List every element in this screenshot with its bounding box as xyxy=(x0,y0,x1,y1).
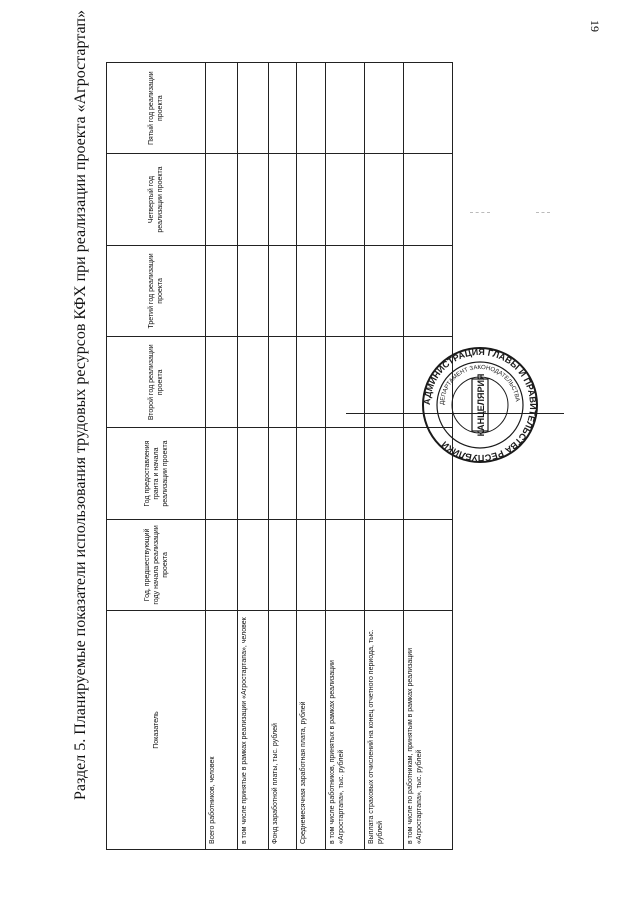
table-row xyxy=(365,63,404,850)
header-prev-year: Год, предшествующий году начала реализации проекта xyxy=(107,519,206,610)
empty-cell xyxy=(238,428,269,519)
empty-cell xyxy=(238,245,269,336)
empty-cell xyxy=(404,63,453,154)
scan-speck xyxy=(536,212,550,213)
section-title: Раздел 5. Планируемые показатели использования трудовых ресурсов КФХ при реализации проекта «Агростартап» xyxy=(72,10,89,800)
empty-cell xyxy=(269,245,297,336)
empty-cell xyxy=(269,519,297,610)
header-year-3: Третий год реализации проекта xyxy=(107,245,206,336)
empty-cell xyxy=(365,154,404,245)
empty-cell xyxy=(365,428,404,519)
empty-cell xyxy=(269,154,297,245)
page-number: 19 xyxy=(588,20,602,32)
empty-cell xyxy=(238,519,269,610)
empty-cell xyxy=(206,428,238,519)
row-indicator: Всего работников, человек xyxy=(206,611,238,850)
empty-cell xyxy=(326,428,365,519)
empty-cell xyxy=(269,63,297,154)
header-grant-year: Год предоставления гранта и начала реализации проекта xyxy=(107,428,206,519)
empty-cell xyxy=(326,245,365,336)
indicators-table xyxy=(106,62,453,850)
empty-cell xyxy=(365,245,404,336)
empty-cell xyxy=(404,519,453,610)
empty-cell xyxy=(269,428,297,519)
header-year-2: Второй год реализации проекта xyxy=(107,337,206,428)
empty-cell xyxy=(206,63,238,154)
header-year-4: Четвертый год реализации проекта xyxy=(107,154,206,245)
table-row xyxy=(238,63,269,850)
empty-cell xyxy=(326,337,365,428)
empty-cell xyxy=(297,154,326,245)
seal-inner-text: ДЕПАРТАМЕНТ ЗАКОНОДАТЕЛЬСТВА xyxy=(439,364,520,406)
table-header-row xyxy=(107,63,206,850)
row-indicator: в том числе принятые в рамках реализации «Агростартапа», человек xyxy=(238,611,269,850)
empty-cell xyxy=(238,63,269,154)
empty-cell xyxy=(326,519,365,610)
empty-cell xyxy=(326,154,365,245)
empty-cell xyxy=(238,337,269,428)
empty-cell xyxy=(326,63,365,154)
official-seal xyxy=(420,345,540,465)
row-indicator: Среднемесячная заработная плата, рублей xyxy=(297,611,326,850)
table-row xyxy=(326,63,365,850)
seal-outer-text: АДМИНИСТРАЦИЯ ГЛАВЫ И ПРАВИТЕЛЬСТВА РЕСПУБЛИКИ xyxy=(421,346,539,464)
empty-cell xyxy=(365,519,404,610)
empty-cell xyxy=(297,245,326,336)
empty-cell xyxy=(238,154,269,245)
empty-cell xyxy=(206,245,238,336)
header-indicator: Показатель xyxy=(107,611,206,850)
row-indicator: Фонд заработной платы, тыс. рублей xyxy=(269,611,297,850)
empty-cell xyxy=(297,519,326,610)
scan-speck xyxy=(470,212,490,213)
row-indicator: в том числе работников, принятых в рамках реализации «Агростартапа», тыс. рублей xyxy=(326,611,365,850)
empty-cell xyxy=(404,154,453,245)
empty-cell xyxy=(297,428,326,519)
empty-cell xyxy=(206,519,238,610)
empty-cell xyxy=(365,337,404,428)
seal-center-text: КАНЦЕЛЯРИЯ xyxy=(476,373,486,437)
empty-cell xyxy=(365,63,404,154)
empty-cell xyxy=(404,245,453,336)
empty-cell xyxy=(297,337,326,428)
row-indicator: Выплата страховых отчислений на конец отчетного периода, тыс. рублей xyxy=(365,611,404,850)
empty-cell xyxy=(297,63,326,154)
header-year-5: Пятый год реализации проекта xyxy=(107,63,206,154)
table-row xyxy=(297,63,326,850)
table-row xyxy=(269,63,297,850)
row-indicator: в том числе по работникам, принятым в рамках реализации «Агростартапа», тыс. рублей xyxy=(404,611,453,850)
table-row xyxy=(206,63,238,850)
empty-cell xyxy=(269,337,297,428)
empty-cell xyxy=(206,337,238,428)
empty-cell xyxy=(206,154,238,245)
